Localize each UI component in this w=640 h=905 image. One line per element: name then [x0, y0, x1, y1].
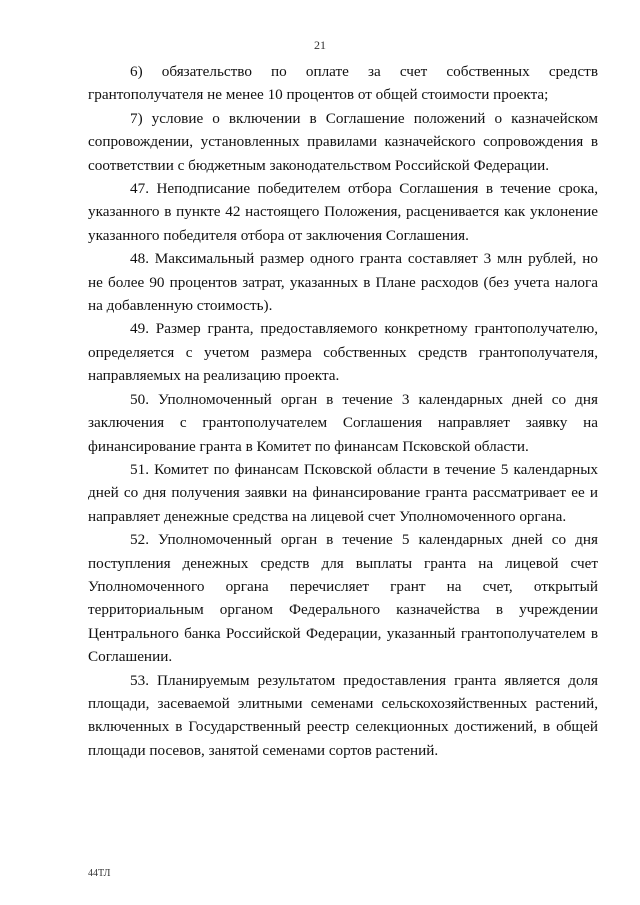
paragraph-item-6: 6) обязательство по оплате за счет собственных средств грантополучателя не менее 10 процентов от общей стоимости проекта;	[88, 63, 598, 104]
paragraph-47: 47. Неподписание победителем отбора Соглашения в течение срока, указанного в пункте 42 настоящего Положения, расценивается как уклонение указанного победителя отбора от заключения Соглашения.	[88, 180, 598, 244]
paragraph-51: 51. Комитет по финансам Псковской области в течение 5 календарных дней со дня получения заявки на финансирование гранта рассматривает ее и направляет денежные средства на лицевой счет Уполномоченного органа.	[88, 460, 598, 525]
paragraph-53: 53. Планируемым результатом предоставления гранта является доля площади, засеваемой элитными семенами сельскохозяйственных растений, включенных в Государственный реестр селекционных достижений, в общей площади посевов, занятой семенами сортов растений.	[88, 671, 598, 759]
paragraph-48: 48. Максимальный размер одного гранта составляет 3 млн рублей, но не более 90 процентов затрат, указанных в Плане расходов (без учета налога на добавленную стоимость).	[88, 250, 598, 315]
footer-document-code: 44ТЛ	[88, 868, 111, 879]
paragraph-52: 52. Уполномоченный орган в течение 5 календарных дней со дня поступления денежных средств для выплаты гранта на лицевой счет Уполномоченного органа перечисляет грант на счет, открытый территориальным органом Федерального казначейства в учреждении Центрального банка Российской Федерации, указанный грантополучателем в Соглашении.	[88, 531, 598, 666]
page-number: 21	[314, 38, 326, 52]
paragraph-item-7: 7) условие о включении в Соглашение положений о казначейском сопровождении, установленных правилами казначейского сопровождения в соответствии с бюджетным законодательством Российской Федерации.	[88, 109, 598, 174]
paragraph-49: 49. Размер гранта, предоставляемого конкретному грантополучателю, определяется с учетом размера собственных средств грантополучателя, направляемых на реализацию проекта.	[88, 320, 598, 385]
document-body	[88, 60, 598, 762]
paragraph-50: 50. Уполномоченный орган в течение 3 календарных дней со дня заключения с грантополучателем Соглашения направляет заявку на финансирование гранта в Комитет по финансам Псковской области.	[88, 390, 598, 455]
